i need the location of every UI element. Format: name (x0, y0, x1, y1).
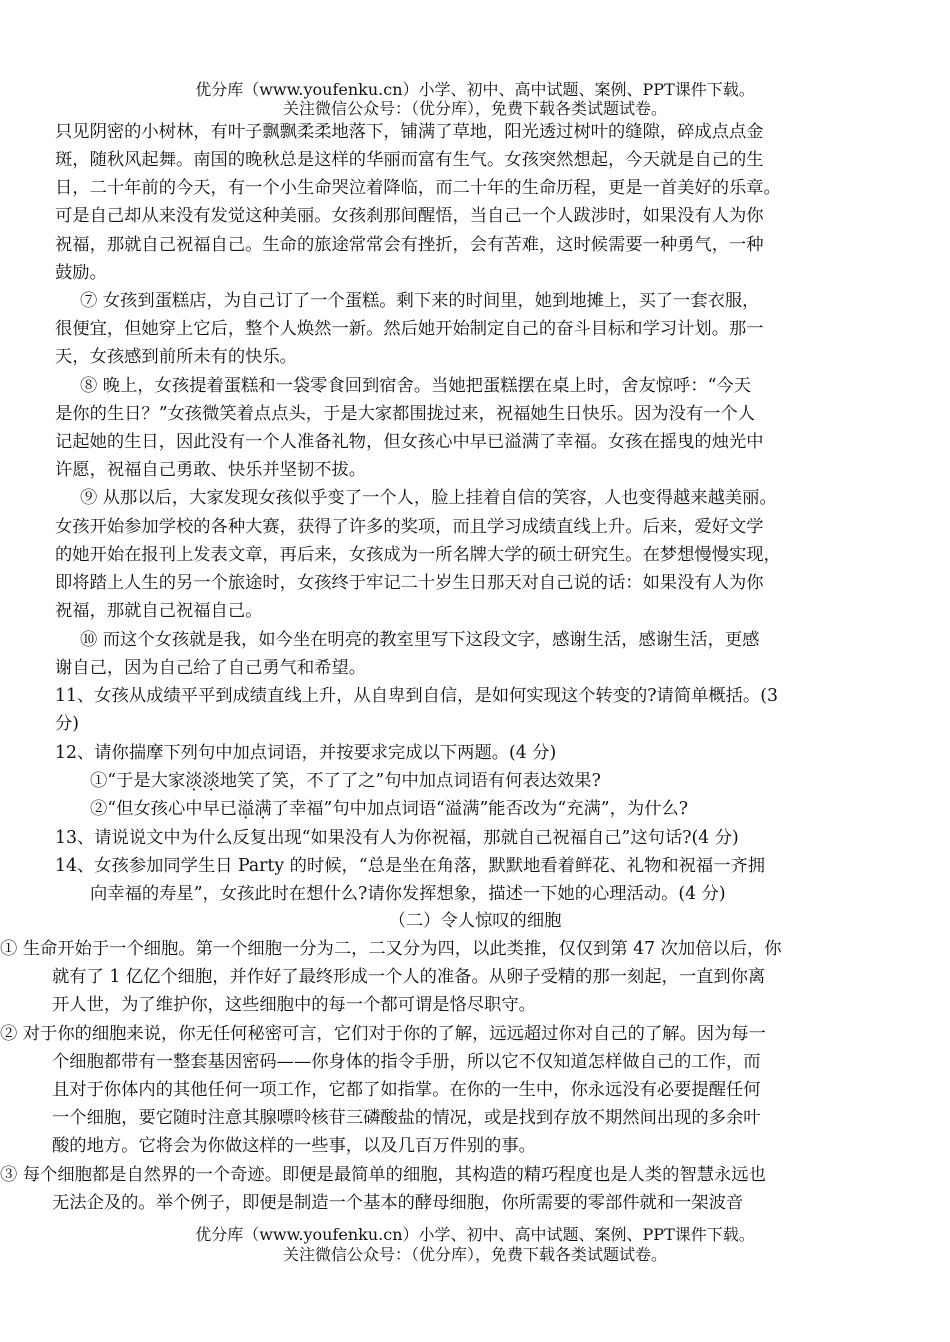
question-14: 14、女孩参加同学生日 Party 的时候，“总是坐在角落，默默地看着鲜花、礼物和祝福一齐拥 (55, 856, 766, 876)
question-11: 11、女孩从成绩平平到成绩直线上升，从自卑到自信，是如何实现这个转变的?请简单概括。(3 (55, 686, 778, 706)
paragraph-2-start: ② 对于你的细胞来说，你无任何秘密可言，它们对于你的了解，远远超过你对自己的了解。因为每一 (0, 1024, 766, 1044)
footer-line-1: 优分库（www.youfenku.cn）小学、初中、高中试题、案例、PPT课件下载。 (195, 1225, 755, 1244)
text-line: 即将踏上人生的另一个旅途时，女孩终于牢记二十岁生日那天对自己说的话：如果没有人为你 (55, 573, 764, 593)
text-line: 天，女孩感到前所未有的快乐。 (55, 347, 297, 367)
footer-line-2: 关注微信公众号：（优分库），免费下载各类试题试卷。 (282, 1245, 667, 1264)
emphasis-mark: 淡 (185, 771, 203, 791)
text-line: 谢自己，因为自己给了自己勇气和希望。 (55, 658, 367, 678)
text-line: 个细胞都带有一整套基因密码——你身体的指令手册，所以它不仅知道怎样做自己的工作，而 (52, 1052, 761, 1072)
emphasis-mark: 淡 (202, 771, 220, 791)
text-line: 祝福，那就自己祝福自己。 (55, 601, 263, 621)
text-line: 记起她的生日，因此没有一个人准备礼物，但女孩心中早已溢满了幸福。女孩在摇曳的烛光中 (55, 432, 764, 452)
text-line: 斑，随秋风起舞。南国的晚秋总是这样的华丽而富有生气。女孩突然想起，今天就是自己的生 (55, 150, 764, 170)
header-line-1: 优分库（www.youfenku.cn）小学、初中、高中试题、案例、PPT课件下载。 (195, 80, 755, 99)
text-line: 日，二十年前的今天，有一个小生命哭泣着降临，而二十年的生命历程，更是一首美好的乐章。 (55, 178, 781, 198)
text-line: 无法企及的。举个例子，即便是制造一个基本的酵母细胞，你所需要的零部件就和一架波音 (52, 1193, 744, 1213)
paragraph-9-start: ⑨ 从那以后，大家发现女孩似乎变了一个人，脸上挂着自信的笑容，人也变得越来越美丽。 (80, 488, 777, 508)
text-line: 就有了 1 亿亿个细胞，并作好了最终形成一个人的准备。从卵子受精的那一刻起，一直到你离 (52, 967, 766, 987)
header-line-2: 关注微信公众号：（优分库），免费下载各类试题试卷。 (282, 99, 667, 118)
paragraph-10-start: ⑩ 而这个女孩就是我，如今坐在明亮的教室里写下这段文字，感谢生活，感谢生活，更感 (80, 630, 760, 650)
question-14-cont: 向幸福的寿星”，女孩此时在想什么?请你发挥想象，描述一下她的心理活动。(4 分) (90, 884, 726, 904)
paragraph-3-start: ③ 每个细胞都是自然界的一个奇迹。即便是最简单的细胞，其构造的精巧程度也是人类的智慧永远也 (0, 1165, 766, 1185)
section-title: （二）令人惊叹的细胞 (388, 911, 562, 931)
text-line: 且对于你体内的其他任何一项工作，它都了如指掌。在你的一生中，你永远没有必要提醒任何 (52, 1080, 761, 1100)
paragraph-8-start: ⑧ 晚上，女孩提着蛋糕和一袋零食回到宿舍。当她把蛋糕摆在桌上时，舍友惊呼：“今天 (80, 376, 752, 396)
text-line: 的她开始在报刊上发表文章，再后来，女孩成为一所名牌大学的硕士研究生。在梦想慢慢实现， (55, 545, 781, 565)
paragraph-1-start: ① 生命开始于一个细胞。第一个细胞一分为二，二又分为四，以此类推，仅仅到第 47 次加倍以后，你 (0, 939, 782, 959)
text-line: 女孩开始参加学校的各种大赛，获得了许多的奖项，而且学习成绩直线上升。后来，爱好文学 (55, 517, 764, 537)
question-13: 13、请说说文中为什么反复出现“如果没有人为你祝福，那就自己祝福自己”这句话?(4 分) (55, 828, 739, 848)
text-line: 很便宜，但她穿上它后，整个人焕然一新。然后她开始制定自己的奋斗目标和学习计划。那一 (55, 319, 764, 339)
text-line: 开人世，为了维护你，这些细胞中的每一个都可谓是恪尽职守。 (52, 995, 536, 1015)
emphasis-mark: 满 (254, 799, 272, 819)
text-line: 可是自己却从来没有发觉这种美丽。女孩刹那间醒悟，当自己一个人跋涉时，如果没有人为你 (55, 206, 764, 226)
emphasis-mark: 溢 (237, 799, 255, 819)
question-11-cont: 分) (55, 714, 80, 734)
text-line: 是你的生日？”女孩微笑着点点头，于是大家都围拢过来，祝福她生日快乐。因为没有一个人 (55, 404, 756, 424)
paragraph-7-start: ⑦ 女孩到蛋糕店，为自己订了一个蛋糕。剩下来的时间里，她到地摊上，买了一套衣服， (80, 291, 760, 311)
text-line: 酸的地方。它将会为你做这样的一些事，以及几百万件别的事。 (52, 1136, 536, 1156)
question-12-sub-1: ①“于是大家淡淡地笑了笑，不了了之”句中加点词语有何表达效果? (90, 771, 601, 791)
text-line: 只见阴密的小树林，有叶子飘飘柔柔地落下，铺满了草地，阳光透过树叶的缝隙，碎成点点金 (55, 122, 764, 142)
text-line: 许愿，祝福自己勇敢、快乐并坚韧不拔。 (55, 460, 367, 480)
text-line: 祝福，那就自己祝福自己。生命的旅途常常会有挫折，会有苦难，这时候需要一种勇气，一种 (55, 235, 764, 255)
question-12-sub-2: ②“但女孩心中早已溢满了幸福”句中加点词语“溢满”能否改为“充满”，为什么? (90, 799, 689, 819)
text-line: 鼓励。 (55, 263, 107, 283)
text-line: 一个细胞，要它随时注意其腺嘌呤核苷三磷酸盐的情况，或是找到存放不期然间出现的多余叶 (52, 1108, 761, 1128)
question-12: 12、请你揣摩下列句中加点词语，并按要求完成以下两题。(4 分) (55, 743, 557, 763)
